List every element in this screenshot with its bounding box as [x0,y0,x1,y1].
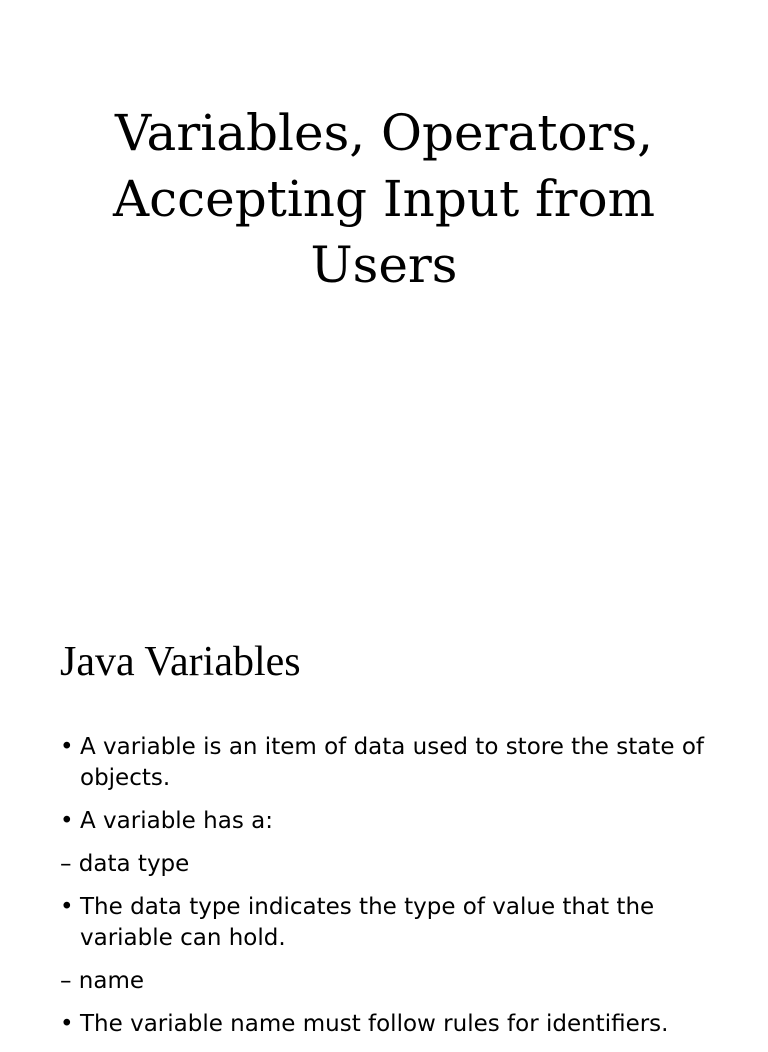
list-item-text: – name [60,968,145,994]
bullet-icon: • [60,734,74,760]
bullet-list [60,732,710,1052]
list-item-text: – data type [60,851,190,877]
list-item [60,849,710,880]
list-item [60,966,710,997]
slide-title-line: Users [310,236,458,294]
list-item-text: A variable has a: [80,808,273,834]
list-item [60,732,710,794]
slide-title [60,100,708,298]
slide-title-line: Variables, Operators, [114,104,653,162]
list-item [60,806,710,837]
slide-title-line: Accepting Input from [113,170,655,228]
list-item-text: The data type indicates the type of value that the variable can hold. [80,894,655,951]
list-item-text: The variable name must follow rules for identifiers. [80,1011,669,1037]
bullet-icon: • [60,808,74,834]
list-item [60,1009,710,1040]
content-slide [0,576,768,1037]
section-heading: Java Variables [60,639,301,685]
bullet-icon: • [60,1011,74,1037]
bullet-icon: • [60,894,74,920]
list-item [60,892,710,954]
list-item-text: A variable is an item of data used to store the state of objects. [80,734,704,791]
